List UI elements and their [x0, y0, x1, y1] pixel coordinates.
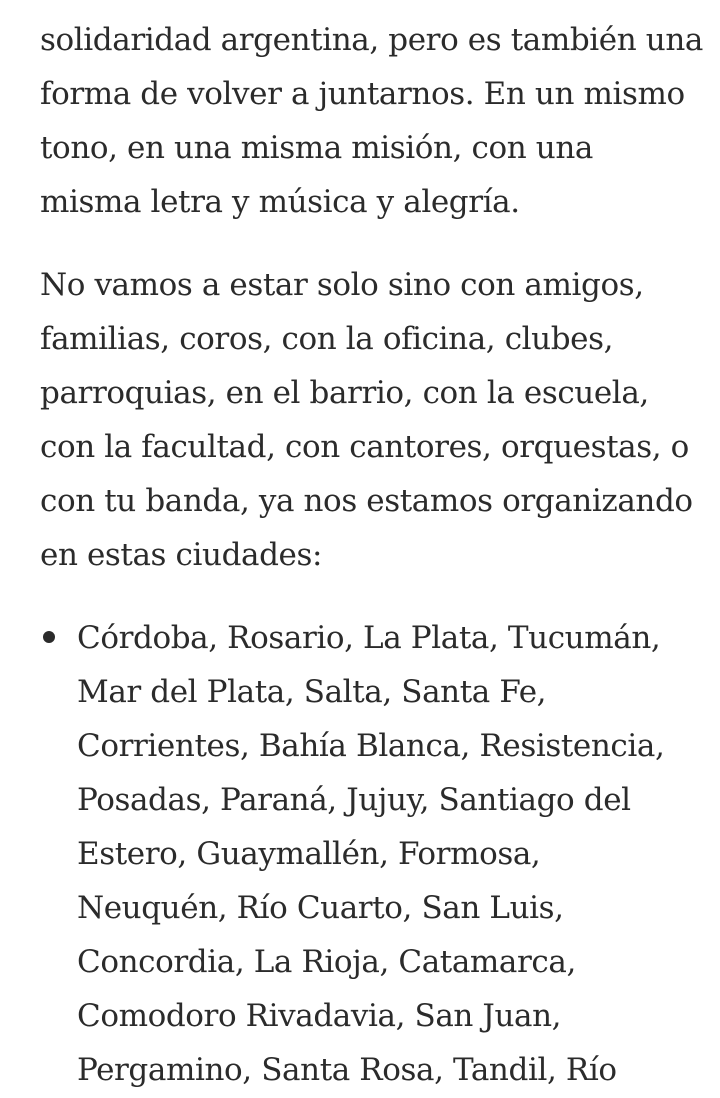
text-line: Pergamino, Santa Rosa, Tandil, Río [77, 1052, 617, 1088]
text-line: con tu banda, ya nos estamos organizando [40, 483, 693, 519]
list-item [40, 611, 700, 1097]
text-line: No vamos a estar solo sino con amigos, [40, 267, 644, 303]
article-body [40, 13, 703, 1097]
text-line: solidaridad argentina, pero es también una [40, 22, 703, 58]
text-line: Neuquén, Río Cuarto, San Luis, [77, 890, 564, 926]
text-line: misma letra y música y alegría. [40, 184, 520, 220]
text-line: forma de volver a juntarnos. En un mismo [40, 76, 685, 112]
text-line: tono, en una misma misión, con una [40, 130, 593, 166]
text-line: Estero, Guaymallén, Formosa, [77, 836, 541, 872]
bullet-icon [43, 631, 55, 643]
text-line: familias, coros, con la oficina, clubes, [40, 321, 614, 357]
text-line: en estas ciudades: [40, 537, 323, 573]
text-line: Posadas, Paraná, Jujuy, Santiago del [77, 782, 631, 818]
paragraph-organizing [40, 258, 700, 582]
paragraph-solidarity [40, 13, 703, 229]
text-line: parroquias, en el barrio, con la escuela, [40, 375, 649, 411]
text-line: Comodoro Rivadavia, San Juan, [77, 998, 562, 1034]
text-line: con la facultad, con cantores, orquestas, o [40, 429, 689, 465]
text-line: Corrientes, Bahía Blanca, Resistencia, [77, 728, 665, 764]
city-list [40, 611, 700, 1097]
text-line: Córdoba, Rosario, La Plata, Tucumán, [77, 620, 661, 656]
text-line: Mar del Plata, Salta, Santa Fe, [77, 674, 547, 710]
text-line: Concordia, La Rioja, Catamarca, [77, 944, 576, 980]
